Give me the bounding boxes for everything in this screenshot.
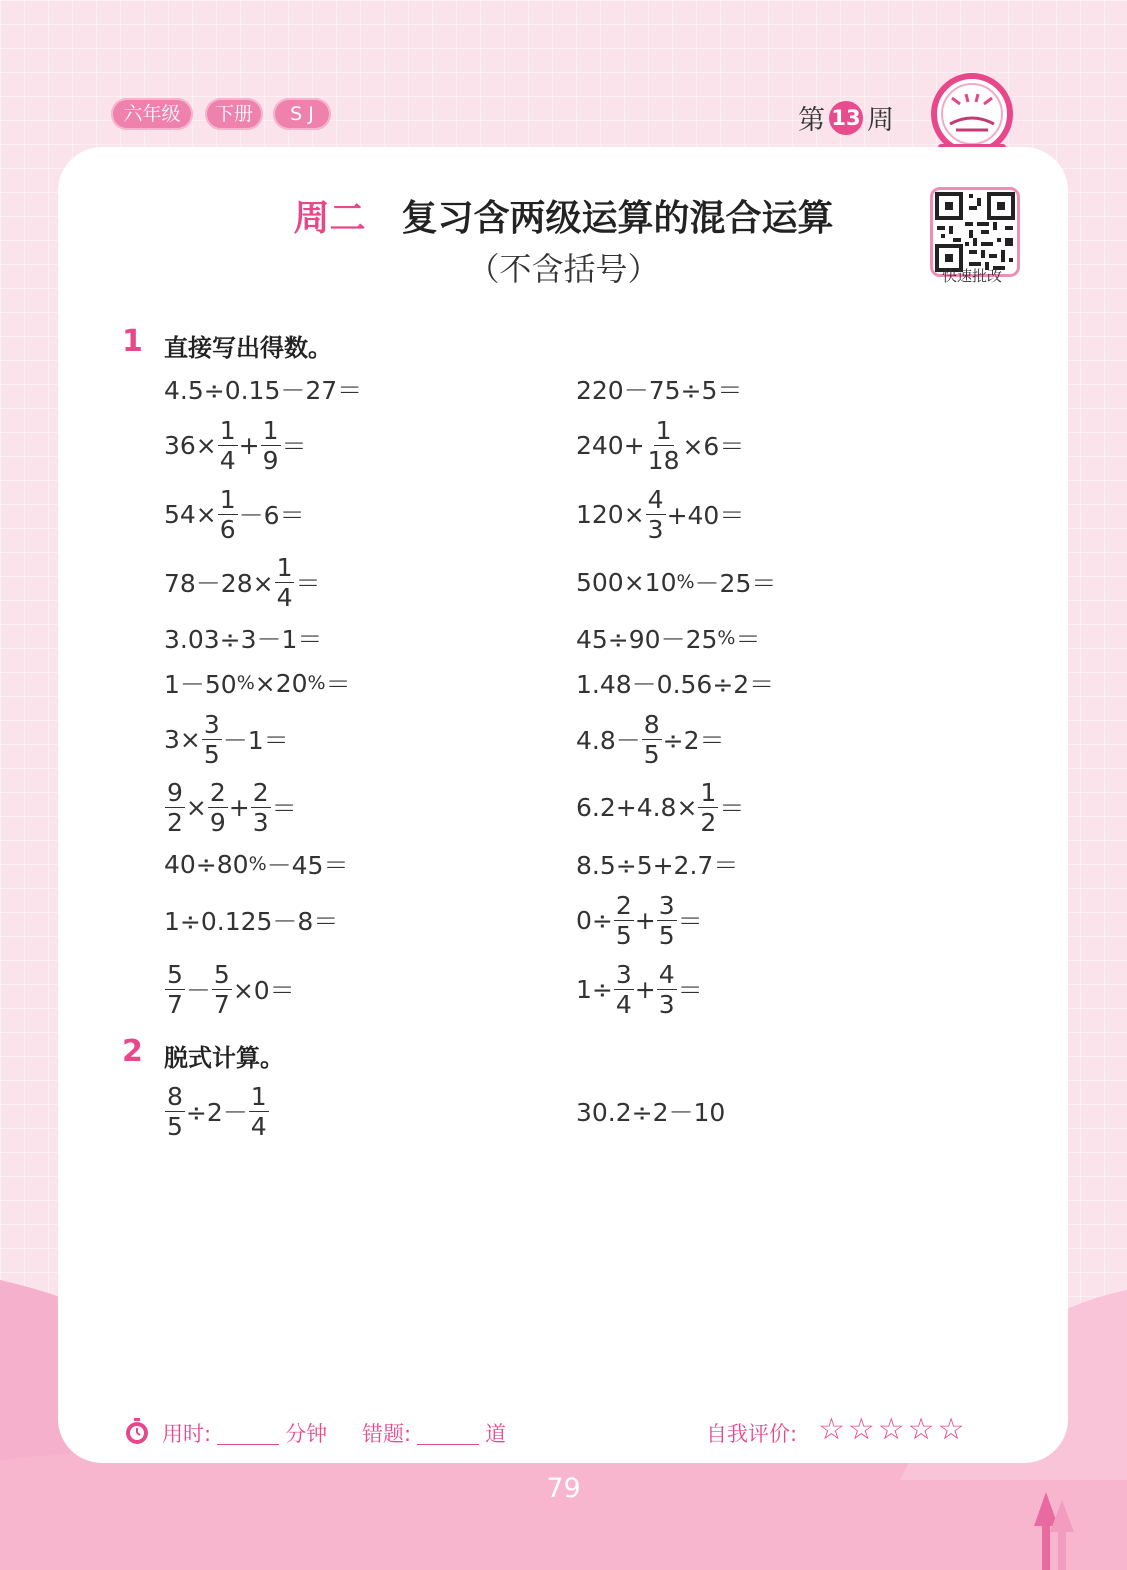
qr-label: 快速批改 xyxy=(941,267,1002,285)
fraction-denominator: 2 xyxy=(700,807,717,837)
expression-text: ＝ xyxy=(295,569,321,598)
section-2-number: 2 xyxy=(122,1034,143,1069)
fraction-numerator: 1 xyxy=(219,484,236,514)
section-1-number: 1 xyxy=(122,324,143,359)
expression-text: 1－50 xyxy=(164,670,237,699)
volume-pill: 下册 xyxy=(205,98,263,130)
expression-text: 4.5÷0.15－27＝ xyxy=(164,376,363,405)
expression-text: －6＝ xyxy=(238,501,305,530)
fraction-numerator: 5 xyxy=(213,959,230,989)
time-used-field xyxy=(162,1418,327,1448)
expression-text: 500×10 xyxy=(576,567,677,597)
percent-sign: % xyxy=(236,672,255,694)
time-blank[interactable] xyxy=(217,1422,279,1445)
expression-text: 120× xyxy=(576,499,645,529)
fraction-numerator: 2 xyxy=(252,777,269,807)
expression-text: + xyxy=(228,792,250,822)
expression-text: + xyxy=(634,974,656,1004)
title-main: 复习含两级运算的混合运算 xyxy=(401,198,834,239)
fraction-numerator: 1 xyxy=(250,1081,267,1111)
expression-text: 220－75÷5＝ xyxy=(576,376,743,405)
expression-text: +40＝ xyxy=(666,501,745,530)
percent-sign: % xyxy=(676,571,695,593)
fraction-denominator: 3 xyxy=(658,989,675,1019)
errors-blank[interactable] xyxy=(417,1422,479,1445)
fraction xyxy=(614,959,634,1019)
expression-text: －25＝ xyxy=(694,569,777,598)
expression-text: + xyxy=(238,430,260,460)
fraction-denominator: 4 xyxy=(276,582,293,612)
fraction-numerator: 1 xyxy=(219,415,236,445)
expression-text: ×0＝ xyxy=(232,976,295,1005)
fraction-numerator: 5 xyxy=(167,959,183,989)
expression-text: 6.2+4.8× xyxy=(576,792,698,822)
fraction-numerator: 3 xyxy=(615,959,632,989)
fraction xyxy=(657,959,677,1019)
fraction-denominator: 4 xyxy=(219,445,236,475)
expression-text: ＝ xyxy=(677,976,703,1005)
time-unit: 分钟 xyxy=(285,1422,328,1446)
stopwatch-icon xyxy=(122,1416,152,1446)
expression-text: －1＝ xyxy=(222,726,289,755)
fraction-denominator: 5 xyxy=(643,739,660,769)
fraction-denominator: 5 xyxy=(203,739,220,769)
expression-text: ＝ xyxy=(325,670,351,699)
self-eval-label: 自我评价: xyxy=(706,1422,798,1446)
fraction-denominator: 5 xyxy=(167,1111,183,1141)
arrow-decoration-icon xyxy=(1028,1492,1078,1570)
fraction xyxy=(642,709,662,769)
math-problem xyxy=(164,949,295,1029)
expression-text: 8.5÷5+2.7＝ xyxy=(576,851,739,880)
fraction-numerator: 8 xyxy=(643,709,660,739)
expression-text: 30.2÷2－10 xyxy=(576,1098,726,1127)
fraction xyxy=(202,709,222,769)
percent-sign: % xyxy=(248,853,267,875)
expression-text: － xyxy=(185,976,211,1005)
errors-field xyxy=(362,1418,506,1448)
math-problem xyxy=(576,949,703,1029)
fraction-numerator: 2 xyxy=(209,777,226,807)
fraction-denominator: 3 xyxy=(647,514,664,544)
expression-text: 40÷80 xyxy=(164,849,249,879)
fraction-numerator: 2 xyxy=(615,890,632,920)
fraction-denominator: 2 xyxy=(167,807,183,837)
qr-code[interactable] xyxy=(930,187,1020,277)
expression-text: ＝ xyxy=(735,625,761,654)
fraction xyxy=(657,890,677,950)
fraction xyxy=(614,890,634,950)
fraction xyxy=(261,415,281,475)
fraction xyxy=(646,484,666,544)
fraction xyxy=(218,415,238,475)
fraction-denominator: 3 xyxy=(252,807,269,837)
fraction-numerator: 9 xyxy=(167,777,183,807)
expression-text: 240+ xyxy=(576,430,645,460)
math-problem xyxy=(576,405,744,485)
math-problem xyxy=(576,1071,725,1151)
fraction xyxy=(165,1081,185,1141)
expression-text: ＝ xyxy=(677,907,703,936)
expression-text: × xyxy=(185,792,207,822)
week-number-badge: 13 xyxy=(829,101,863,135)
fraction-denominator: 7 xyxy=(213,989,230,1019)
errors-label: 错题: xyxy=(362,1422,412,1446)
expression-text: 4.8－ xyxy=(576,726,641,755)
fraction xyxy=(218,484,238,544)
fraction-numerator: 1 xyxy=(700,777,717,807)
page-subtitle: （不含括号） xyxy=(467,250,660,288)
fraction-denominator: 6 xyxy=(219,514,236,544)
expression-text: 78－28× xyxy=(164,569,274,598)
expression-text: ÷2＝ xyxy=(662,726,725,755)
expression-text: + xyxy=(634,905,656,935)
edition-pill: S J xyxy=(273,98,331,130)
fraction-denominator: 7 xyxy=(167,989,183,1019)
expression-text: 0÷ xyxy=(576,905,613,935)
qr-code-icon xyxy=(933,190,1017,274)
fraction-denominator: 9 xyxy=(209,807,226,837)
fraction xyxy=(249,1081,269,1141)
expression-text: ＝ xyxy=(719,794,745,823)
grade-pill: 六年级 xyxy=(111,98,193,130)
section-1-instruction: 直接写出得数。 xyxy=(164,334,332,362)
fraction xyxy=(212,959,232,1019)
time-label: 用时: xyxy=(162,1422,212,1446)
math-problem xyxy=(164,405,307,485)
expression-text: 3.03÷3－1＝ xyxy=(164,625,323,654)
expression-text: ＝ xyxy=(271,794,297,823)
page-number: 79 xyxy=(546,1473,581,1504)
expression-text: －45＝ xyxy=(266,851,349,880)
math-problem xyxy=(164,880,338,960)
fraction-denominator: 18 xyxy=(647,445,680,475)
fraction-numerator: 8 xyxy=(167,1081,183,1111)
fraction-numerator: 3 xyxy=(203,709,220,739)
expression-text: ×20 xyxy=(254,668,308,698)
fraction-numerator: 4 xyxy=(647,484,664,514)
expression-text: 1.48－0.56÷2＝ xyxy=(576,670,775,699)
week-prefix: 第 xyxy=(798,105,825,136)
expression-text: 3× xyxy=(164,724,201,754)
expression-text: 1÷ xyxy=(576,974,613,1004)
math-problem xyxy=(576,880,703,960)
week-suffix: 周 xyxy=(867,105,894,136)
fraction-denominator: 4 xyxy=(250,1111,267,1141)
fraction-numerator: 4 xyxy=(658,959,675,989)
math-problem xyxy=(164,1071,270,1151)
expression-text: ÷2－ xyxy=(185,1098,248,1127)
expression-text: ×6＝ xyxy=(682,432,745,461)
fraction-denominator: 4 xyxy=(615,989,632,1019)
fraction-denominator: 5 xyxy=(658,920,675,950)
fraction-numerator: 1 xyxy=(655,415,672,445)
errors-unit: 道 xyxy=(485,1422,507,1446)
expression-text: 54× xyxy=(164,499,217,529)
expression-text: 36× xyxy=(164,430,217,460)
title-day: 周二 xyxy=(293,198,366,239)
fraction-numerator: 1 xyxy=(262,415,279,445)
expression-text: 1÷0.125－8＝ xyxy=(164,907,339,936)
fraction-numerator: 3 xyxy=(658,890,675,920)
fraction xyxy=(646,415,682,475)
fraction-denominator: 9 xyxy=(262,445,279,475)
fraction-denominator: 5 xyxy=(615,920,632,950)
week-indicator xyxy=(798,98,894,138)
expression-text: 45÷90－25 xyxy=(576,625,718,654)
fraction xyxy=(165,959,185,1019)
expression-text: ＝ xyxy=(281,432,307,461)
star-rating[interactable]: ☆☆☆☆☆ xyxy=(818,1412,968,1447)
section-2-instruction: 脱式计算。 xyxy=(164,1044,284,1072)
percent-sign: % xyxy=(717,627,736,649)
percent-sign: % xyxy=(307,672,326,694)
fraction-numerator: 1 xyxy=(276,552,293,582)
